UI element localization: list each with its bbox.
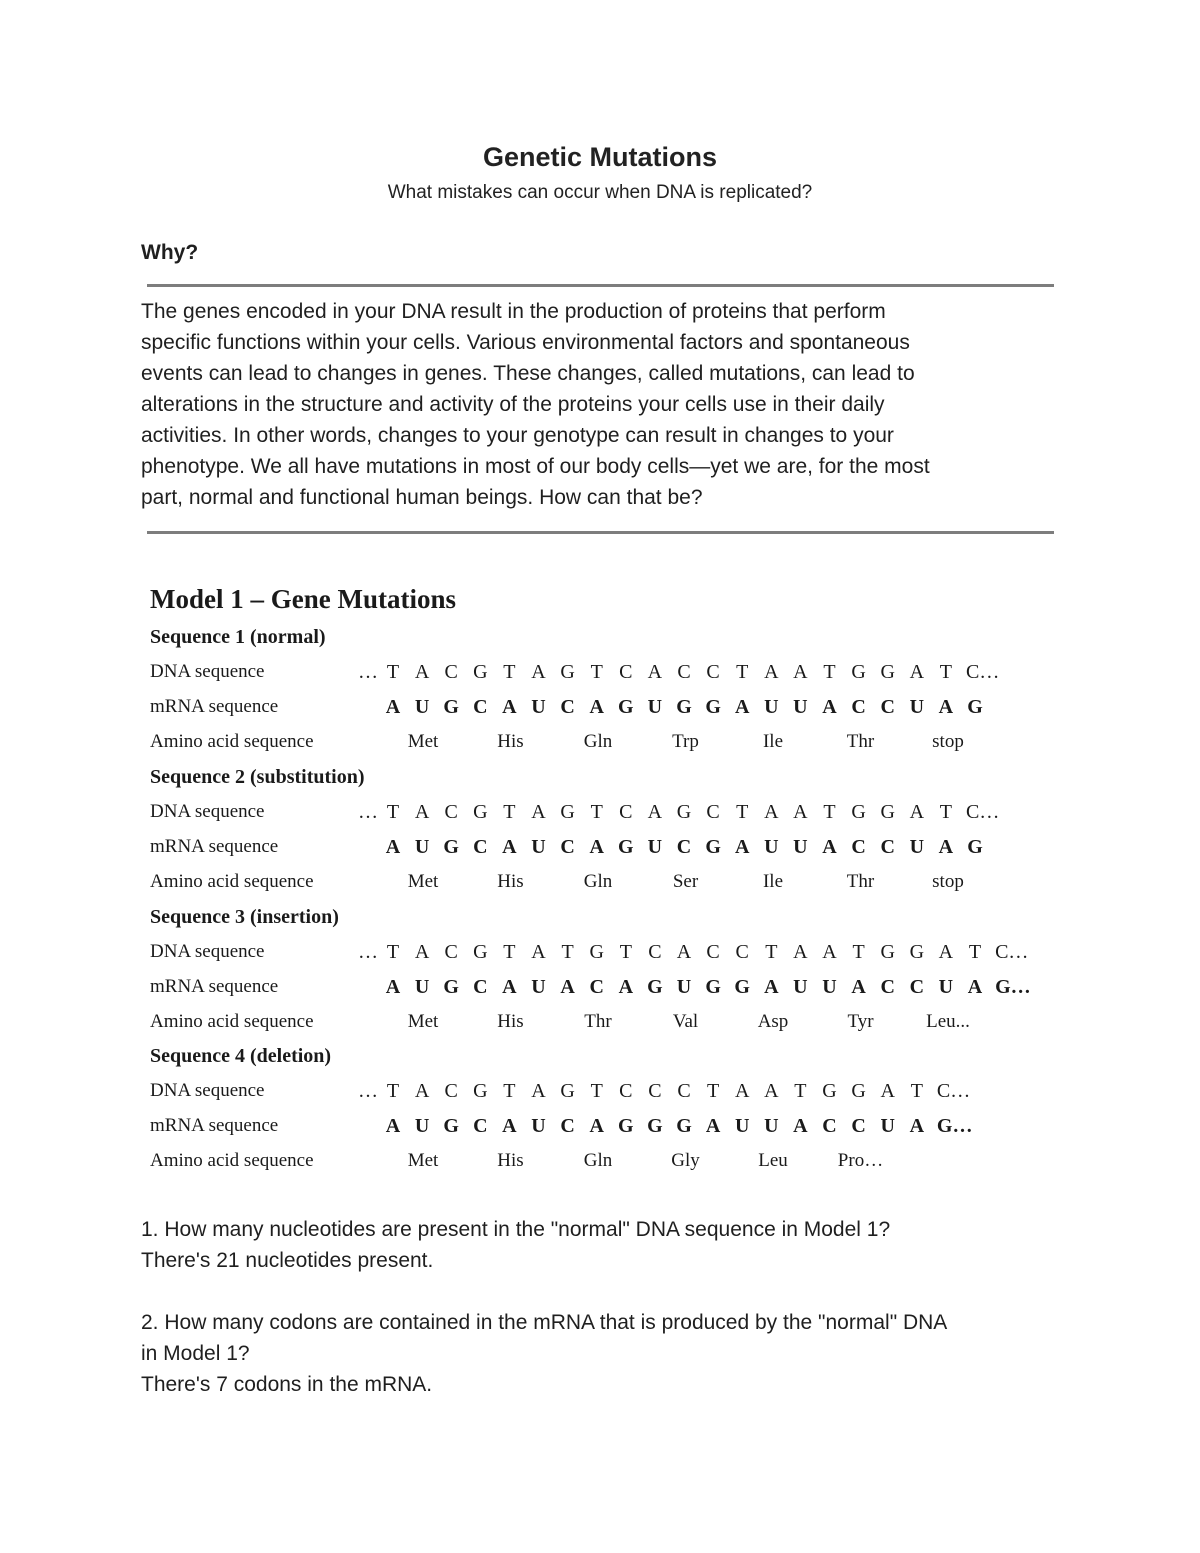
dna-base: C (619, 801, 633, 823)
dna-base: T (765, 941, 778, 963)
intro-line: events can lead to changes in genes. These changes, called mutations, can lead to (141, 362, 915, 385)
dna-base: T (823, 801, 836, 823)
intro-line: specific functions within your cells. Various environmental factors and spontaneous (141, 331, 910, 354)
mrna-base: C (880, 696, 895, 718)
mrna-row-label: mRNA sequence (150, 696, 279, 717)
dna-base: G (560, 1080, 575, 1102)
mrna-base: C (851, 1115, 866, 1137)
mrna-base: C (560, 696, 575, 718)
amino-acid: Gln (583, 1150, 613, 1171)
amino-acid: Trp (672, 731, 699, 752)
dna-base: T (590, 661, 603, 683)
dna-base: A (793, 801, 808, 823)
mrna-base: U (414, 976, 430, 998)
dna-base: C (706, 941, 720, 963)
amino-acid: His (497, 871, 524, 892)
dna-row-label: DNA sequence (150, 801, 265, 822)
amino-acid: Asp (757, 1011, 789, 1032)
dna-base: C (619, 1080, 633, 1102)
top-divider (147, 284, 1054, 287)
sequence-heading: Sequence 2 (substitution) (150, 766, 365, 788)
dna-base: T (590, 1080, 603, 1102)
dna-base: A (531, 1080, 546, 1102)
bottom-divider (147, 531, 1054, 534)
mrna-base: A (967, 976, 983, 998)
mrna-base: A (385, 976, 401, 998)
dna-base: A (531, 941, 546, 963)
dna-base: G (560, 801, 575, 823)
mrna-base: U (531, 696, 546, 718)
dna-base: C (444, 1080, 458, 1102)
amino-acid: Val (672, 1011, 699, 1032)
amino-acid: Gly (671, 1150, 700, 1171)
mrna-base: A (734, 696, 750, 718)
dna-leading-ellipsis: … (358, 1080, 378, 1102)
why-heading: Why? (141, 241, 199, 264)
mrna-base: A (851, 976, 866, 998)
mrna-base: A (560, 976, 575, 998)
amino-acid: Thr (846, 731, 875, 752)
dna-base: A (880, 1080, 895, 1102)
mrna-base: A (734, 836, 750, 858)
dna-base: T (386, 941, 400, 963)
dna-base: T (939, 801, 952, 823)
dna-base: T (736, 801, 749, 823)
dna-base: A (647, 661, 663, 683)
dna-base: T (619, 941, 632, 963)
mrna-base: G (734, 976, 750, 998)
mrna-base: U (531, 1115, 546, 1137)
dna-base: A (414, 661, 430, 683)
mrna-base: A (502, 836, 517, 858)
mrna-base: U (909, 696, 925, 718)
dna-row-label: DNA sequence (150, 1080, 265, 1101)
mrna-base: C (560, 1115, 575, 1137)
intro-line: The genes encoded in your DNA result in the production of proteins that perform (141, 300, 886, 323)
amino-acid: Thr (584, 1011, 612, 1032)
mrna-base: A (909, 1115, 925, 1137)
dna-base: A (647, 801, 663, 823)
dna-sequence (0, 1080, 1200, 1106)
amino-acid: Gln (583, 871, 613, 892)
mrna-base: A (793, 1115, 808, 1137)
amino-row-label: Amino acid sequence (150, 1150, 314, 1171)
mrna-base: U (938, 976, 954, 998)
dna-base: C (444, 801, 458, 823)
mrna-base: G (647, 1115, 663, 1137)
dna-base: A (676, 941, 692, 963)
dna-base: C… (966, 801, 1000, 823)
dna-base: G (473, 1080, 488, 1102)
mrna-row-label: mRNA sequence (150, 976, 279, 997)
dna-base: T (794, 1080, 807, 1102)
mrna-base: G (443, 836, 459, 858)
dna-base: T (561, 941, 574, 963)
mrna-base: C (473, 696, 488, 718)
dna-base: A (414, 941, 430, 963)
mrna-base: A (502, 1115, 517, 1137)
mrna-base: C (880, 976, 895, 998)
dna-base: T (823, 661, 836, 683)
question-2: 2. How many codons are contained in the mRNA that is produced by the "normal" DNA (141, 1311, 948, 1334)
mrna-base: C (851, 696, 866, 718)
dna-base: C (619, 661, 633, 683)
mrna-base: U (764, 836, 779, 858)
sequence-heading: Sequence 1 (normal) (150, 626, 326, 648)
dna-base: A (793, 941, 808, 963)
mrna-sequence (0, 836, 1200, 862)
mrna-base: G (967, 696, 983, 718)
dna-leading-ellipsis: … (358, 801, 378, 823)
dna-base: G (851, 801, 866, 823)
amino-acid: Met (407, 1011, 439, 1032)
dna-row-label: DNA sequence (150, 661, 265, 682)
dna-base: A (734, 1080, 750, 1102)
dna-leading-ellipsis: … (358, 941, 378, 963)
mrna-base: U (676, 976, 692, 998)
dna-base: T (910, 1080, 923, 1102)
mrna-base: G (676, 696, 692, 718)
mrna-base: A (502, 976, 517, 998)
dna-base: C (706, 801, 720, 823)
amino-acid-sequence (0, 1011, 1200, 1037)
dna-base: A (414, 801, 430, 823)
dna-base: G (851, 661, 866, 683)
dna-base: A (822, 941, 837, 963)
dna-base: G (473, 941, 488, 963)
dna-base: T (590, 801, 603, 823)
mrna-base: G (443, 696, 459, 718)
dna-base: C (648, 1080, 662, 1102)
dna-sequence (0, 941, 1200, 967)
dna-base: A (764, 1080, 779, 1102)
model-title: Model 1 – Gene Mutations (150, 584, 456, 614)
dna-base: A (793, 661, 808, 683)
mrna-base: C (851, 836, 866, 858)
sequence-heading: Sequence 4 (deletion) (150, 1045, 332, 1067)
dna-base: T (503, 661, 516, 683)
dna-base: C (444, 941, 458, 963)
amino-acid: Met (407, 871, 439, 892)
mrna-base: G (705, 976, 721, 998)
mrna-base: C (880, 836, 895, 858)
dna-base: A (414, 1080, 430, 1102)
mrna-base: U (531, 976, 546, 998)
amino-acid: His (497, 1150, 524, 1171)
mrna-base: G (705, 696, 721, 718)
mrna-base: U (414, 696, 430, 718)
mrna-base: G (443, 1115, 459, 1137)
mrna-base: A (822, 836, 837, 858)
mrna-base: G (443, 976, 459, 998)
dna-base: C (648, 941, 662, 963)
mrna-base: G (618, 696, 634, 718)
mrna-base: C (473, 976, 488, 998)
intro-line: phenotype. We all have mutations in most of our body cells—yet we are, for the most (141, 455, 930, 478)
mrna-base: C (676, 836, 692, 858)
dna-base: G (589, 941, 604, 963)
page-title: Genetic Mutations (482, 142, 718, 172)
dna-sequence (0, 661, 1200, 687)
mrna-base: G (647, 976, 663, 998)
amino-acid: Met (407, 1150, 439, 1171)
mrna-base: G (967, 836, 983, 858)
amino-acid: His (497, 1011, 524, 1032)
dna-base: T (706, 1080, 720, 1102)
dna-base: T (386, 801, 400, 823)
mrna-sequence (0, 976, 1200, 1002)
mrna-sequence (0, 696, 1200, 722)
mrna-base: U (764, 1115, 779, 1137)
mrna-base: G (618, 1115, 634, 1137)
mrna-base: G (705, 836, 721, 858)
intro-line: part, normal and functional human beings. How can that be? (141, 486, 703, 509)
sequence-heading: Sequence 3 (insertion) (150, 906, 339, 928)
dna-base: C (735, 941, 749, 963)
mrna-base: U (734, 1115, 750, 1137)
mrna-base: A (938, 836, 954, 858)
intro-line: activities. In other words, changes to your genotype can result in changes to your (141, 424, 894, 447)
question-1: 1. How many nucleotides are present in the "normal" DNA sequence in Model 1? (141, 1218, 891, 1241)
dna-base: C… (936, 1080, 971, 1102)
mrna-base: U (880, 1115, 895, 1137)
mrna-base: U (793, 976, 808, 998)
mrna-base: A (822, 696, 837, 718)
dna-base: T (503, 801, 516, 823)
amino-acid: Tyr (847, 1011, 874, 1032)
dna-base: A (938, 941, 954, 963)
dna-base: T (736, 661, 749, 683)
page-subtitle: What mistakes can occur when DNA is replicated? (387, 182, 813, 203)
mrna-base: A (589, 1115, 604, 1137)
dna-base: T (939, 661, 952, 683)
mrna-base: U (414, 1115, 430, 1137)
amino-acid: Leu... (926, 1011, 970, 1032)
amino-acid: stop (932, 871, 964, 892)
dna-base: G (473, 661, 488, 683)
mrna-base: A (705, 1115, 721, 1137)
mrna-row-label: mRNA sequence (150, 1115, 279, 1136)
mrna-base: A (618, 976, 634, 998)
mrna-base: A (589, 836, 604, 858)
mrna-base: A (938, 696, 954, 718)
amino-acid: Leu (758, 1150, 788, 1171)
dna-base: T (503, 941, 516, 963)
amino-acid: Ile (762, 731, 784, 752)
amino-row-label: Amino acid sequence (150, 1011, 314, 1032)
dna-base: G (880, 661, 895, 683)
amino-acid: Met (407, 731, 439, 752)
mrna-base: G (618, 836, 634, 858)
mrna-base: U (647, 836, 663, 858)
dna-base: A (909, 801, 925, 823)
amino-acid: stop (932, 731, 964, 752)
dna-base: A (764, 661, 779, 683)
mrna-base: A (385, 1115, 401, 1137)
mrna-base: C (473, 1115, 488, 1137)
mrna-base: C (560, 836, 575, 858)
mrna-base: G… (995, 976, 1031, 998)
mrna-base: C (589, 976, 604, 998)
mrna-base: C (909, 976, 925, 998)
mrna-base: U (909, 836, 925, 858)
amino-acid: Ile (762, 871, 784, 892)
dna-base: G (473, 801, 488, 823)
dna-base: C (677, 661, 691, 683)
mrna-base: A (385, 696, 401, 718)
mrna-base: G… (936, 1115, 973, 1137)
dna-base: G (822, 1080, 837, 1102)
dna-base: T (968, 941, 982, 963)
dna-base: T (852, 941, 865, 963)
dna-base: G (560, 661, 575, 683)
amino-acid-sequence (0, 731, 1200, 757)
mrna-base: U (793, 696, 808, 718)
mrna-base: U (822, 976, 837, 998)
mrna-base: U (531, 836, 546, 858)
dna-sequence (0, 801, 1200, 827)
dna-base: A (909, 661, 925, 683)
mrna-base: A (502, 696, 517, 718)
dna-base: G (676, 801, 692, 823)
dna-base: C (677, 1080, 691, 1102)
amino-row-label: Amino acid sequence (150, 731, 314, 752)
dna-base: A (531, 661, 546, 683)
dna-base: G (880, 941, 895, 963)
amino-acid-sequence (0, 871, 1200, 897)
dna-base: C… (995, 941, 1029, 963)
mrna-base: G (676, 1115, 692, 1137)
mrna-base: C (822, 1115, 837, 1137)
amino-acid: Thr (846, 871, 875, 892)
mrna-base: A (385, 836, 401, 858)
mrna-base: U (414, 836, 430, 858)
question-2-continued: in Model 1? (141, 1342, 250, 1365)
answer-2: There's 7 codons in the mRNA. (141, 1373, 433, 1396)
mrna-base: A (589, 696, 604, 718)
amino-acid-sequence (0, 1150, 1200, 1176)
mrna-row-label: mRNA sequence (150, 836, 279, 857)
amino-acid: Pro… (837, 1150, 884, 1171)
dna-base: T (386, 1080, 400, 1102)
dna-row-label: DNA sequence (150, 941, 265, 962)
mrna-base: U (647, 696, 663, 718)
mrna-base: A (764, 976, 779, 998)
intro-paragraph (141, 296, 1056, 513)
mrna-base: U (764, 696, 779, 718)
mrna-base: C (473, 836, 488, 858)
dna-base: C (706, 661, 720, 683)
dna-base: C… (966, 661, 1000, 683)
dna-base: T (386, 661, 400, 683)
dna-base: A (531, 801, 546, 823)
answer-1: There's 21 nucleotides present. (141, 1249, 434, 1272)
mrna-base: U (793, 836, 808, 858)
amino-acid: Ser (672, 871, 699, 892)
dna-base: G (909, 941, 925, 963)
amino-acid: Gln (583, 731, 613, 752)
dna-base: C (444, 661, 458, 683)
intro-line: alterations in the structure and activity of the proteins your cells use in their daily (141, 393, 885, 416)
amino-row-label: Amino acid sequence (150, 871, 314, 892)
dna-base: T (503, 1080, 516, 1102)
dna-base: A (764, 801, 779, 823)
dna-base: G (880, 801, 895, 823)
mrna-sequence (0, 1115, 1200, 1141)
amino-acid: His (497, 731, 524, 752)
dna-leading-ellipsis: … (358, 661, 378, 683)
dna-base: G (851, 1080, 866, 1102)
